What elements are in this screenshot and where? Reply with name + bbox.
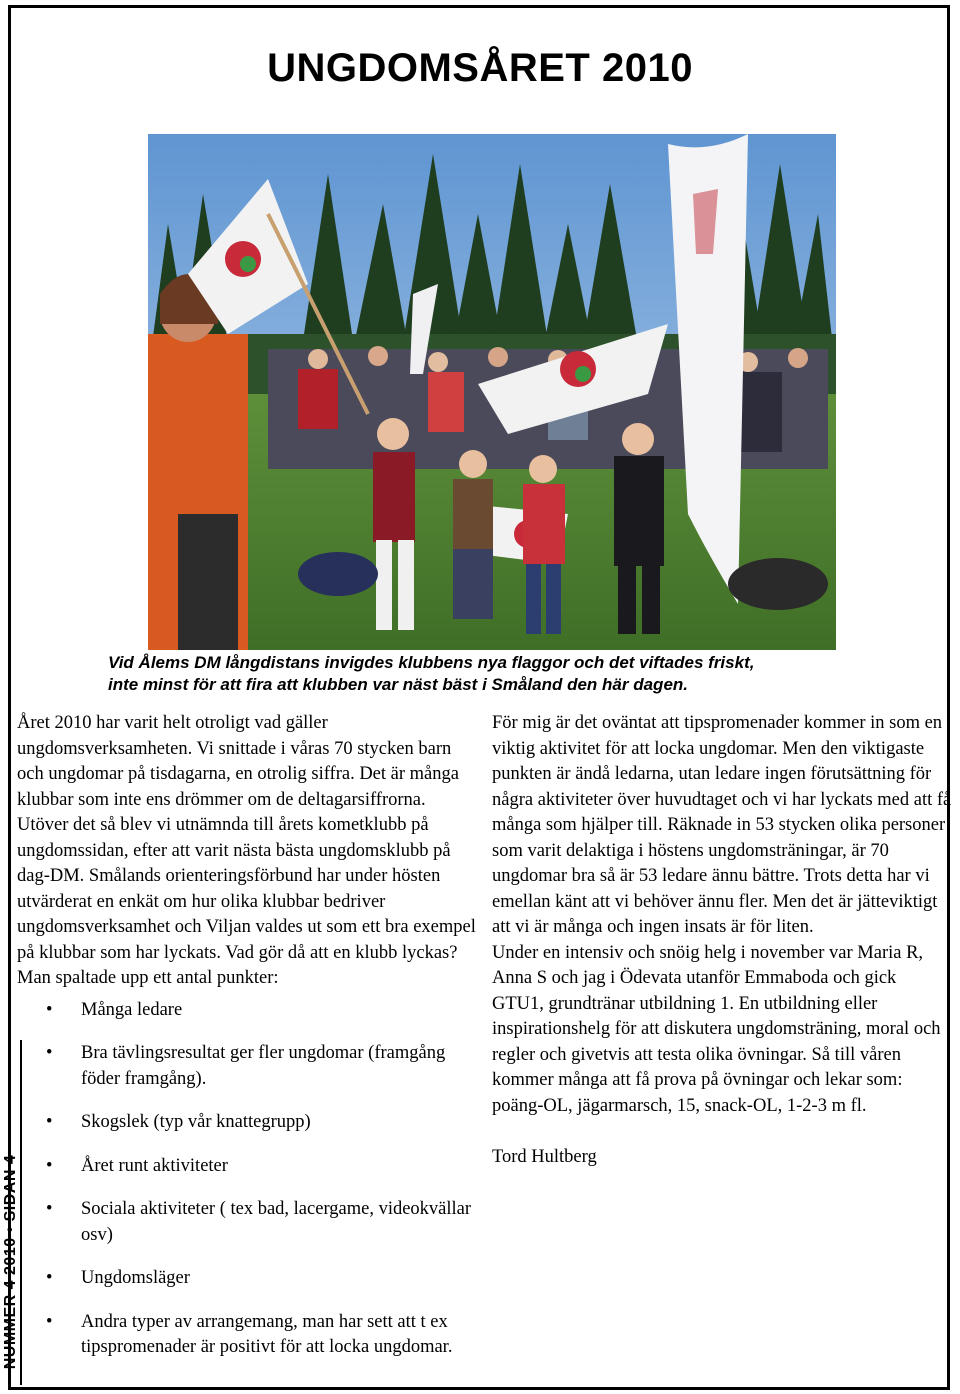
caption-line: Vid Ålems DM långdistans invigdes klubbens nya flaggor och det viftades friskt, bbox=[108, 653, 755, 672]
caption-line: inte minst för att fira att klubben var näst bäst i Småland den här dagen. bbox=[108, 675, 689, 694]
page-title: UNGDOMSÅRET 2010 bbox=[267, 46, 693, 90]
author-signature: Tord Hultberg bbox=[492, 1147, 597, 1167]
body-paragraph: För mig är det oväntat att tipspromenader kommer in som en viktig aktivitet för att locka ungdomar. Men den viktigaste punkten är ändå ledarna, utan ledare ingen förutsättning för några aktiviteter över huvudtaget och vi har lyckats med att få många som hjälper till. Räknade in 53 stycken olika personer som varit delaktiga i höstens ungdomsträningar, är 70 ungdomar bra så är 53 ledare ännu bättre. Trots detta har vi emellan känt att vi behöver ännu fler. Men det är jätteviktigt att vi är många och ingen insats är för liten. bbox=[492, 713, 952, 937]
list-item bbox=[17, 1197, 477, 1248]
bullet-icon: • bbox=[46, 1268, 53, 1288]
bullet-icon: • bbox=[46, 1112, 53, 1132]
list-item-text: Skogslek (typ vår knattegrupp) bbox=[81, 1112, 311, 1132]
bullet-icon: • bbox=[46, 1043, 53, 1063]
list-item-text: Många ledare bbox=[81, 999, 183, 1020]
bullet-icon: • bbox=[46, 1311, 53, 1332]
event-photo bbox=[148, 134, 836, 650]
list-item-text: Sociala aktiviteter ( tex bad, lacergame, videokvällar osv) bbox=[81, 1199, 472, 1245]
success-factor-list bbox=[17, 998, 477, 1361]
list-item-text: Året runt aktiviteter bbox=[81, 1155, 228, 1176]
list-item bbox=[17, 1154, 477, 1180]
body-paragraph: Under en intensiv och snöig helg i november var Maria R, Anna S och jag i Ödevata utanför Emmaboda och gick GTU1, grundtränar utbildning 1. En utbildning eller inspirationshelg för att diskutera ungdomsträning, moral och regler och givetvis att testa olika övningar. Så till våren kommer många att få prova på övningar och lekar som: poäng-OL, jägarmarsch, 15, snack-OL, 1-2-3 m fl. bbox=[492, 942, 941, 1116]
photo-flags-children-icon bbox=[148, 134, 836, 650]
list-item-text: Bra tävlingsresultat ger fler ungdomar (framgång föder framgång). bbox=[81, 1043, 446, 1089]
list-item-text: Andra typer av arrangemang, man har sett att t ex tipspromenader är positivt för att locka ungdomar. bbox=[81, 1311, 453, 1357]
issue-label: NUMMER 4 2010 • SIDAN 4 bbox=[2, 1154, 19, 1370]
photo-caption bbox=[108, 652, 868, 696]
list-item bbox=[17, 998, 477, 1024]
bullet-icon: • bbox=[46, 1155, 53, 1176]
list-item bbox=[17, 1110, 477, 1136]
right-column bbox=[492, 711, 952, 1171]
left-column bbox=[17, 711, 477, 1379]
list-item bbox=[17, 1041, 477, 1092]
bullet-icon: • bbox=[46, 1199, 53, 1219]
intro-paragraph: Året 2010 har varit helt otroligt vad gäller ungdomsverksamheten. Vi snittade i våras 70 stycken barn och ungdomar på tisdagarna, en otrolig siffra. Det är många klubbar som inte ens drömmer om de deltagarsiffrorna. Utöver det så blev vi utnämnda till årets kometklubb på ungdomssidan, efter att varit nästa bästa ungdomsklubb på dag-DM. Smålands orienteringsförbund har under hösten utvärderat en enkät om hur olika klubbar bedriver ungdomsverksamhet och Viljan valdes ut som ett bra exempel på klubbar som har lyckats. Vad gör då att en klubb lyckas? Man spaltade upp ett antal punkter: bbox=[17, 713, 476, 988]
list-item bbox=[17, 1266, 477, 1292]
bullet-icon: • bbox=[46, 999, 53, 1020]
list-item bbox=[17, 1310, 477, 1361]
list-item-text: Ungdomsläger bbox=[81, 1268, 190, 1288]
